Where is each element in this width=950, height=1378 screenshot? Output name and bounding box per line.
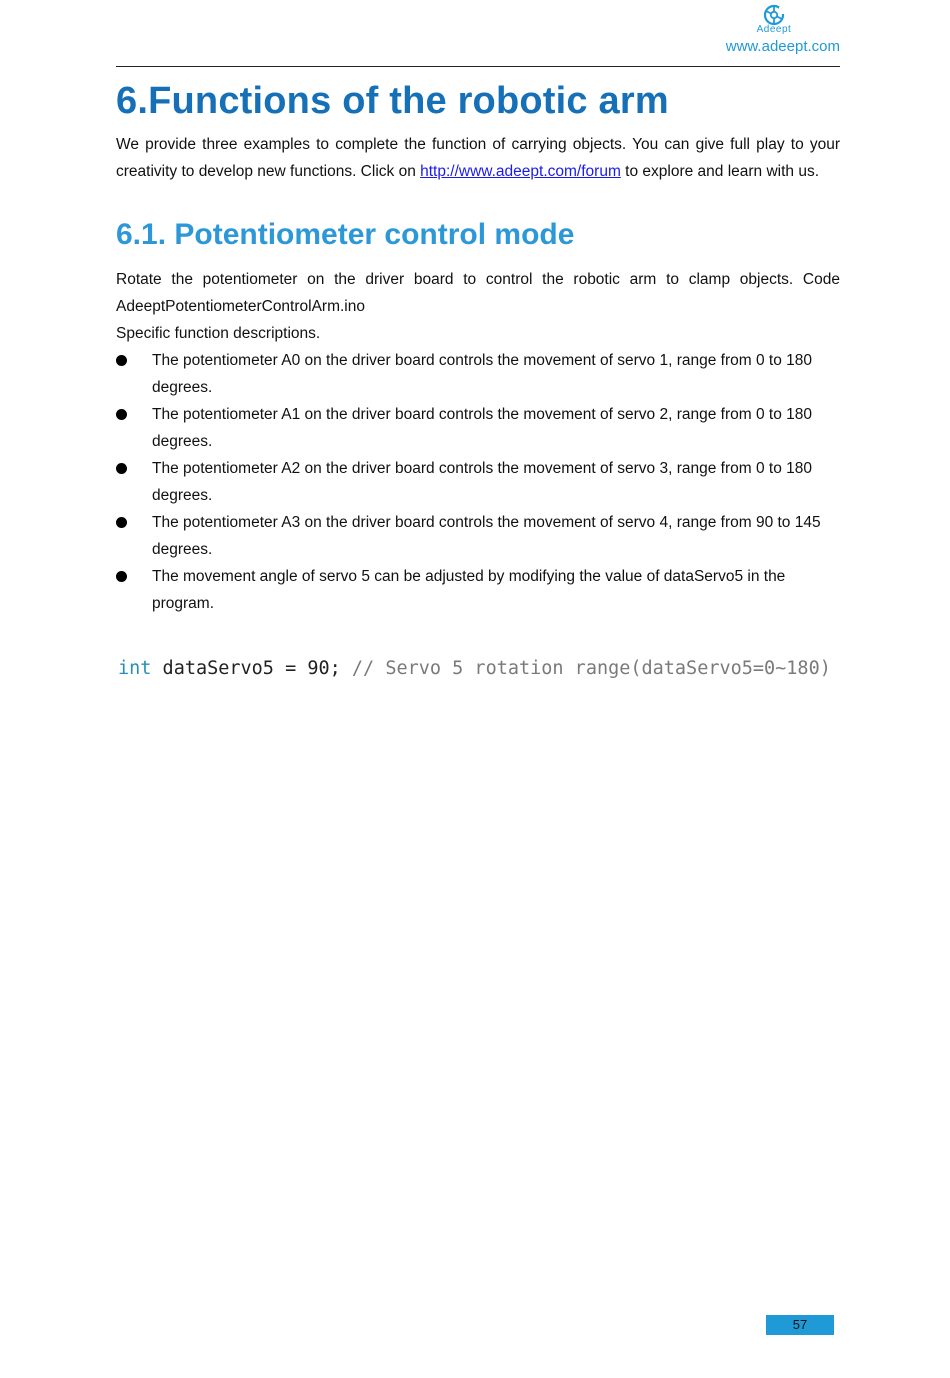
bullet-icon bbox=[116, 571, 127, 582]
intro-paragraph bbox=[116, 131, 840, 185]
adeept-logo bbox=[754, 4, 794, 35]
intro-text-after: to explore and learn with us. bbox=[620, 163, 820, 180]
specific-descriptions-label: Specific function descriptions. bbox=[116, 325, 321, 342]
list-item-text: The movement angle of servo 5 can be adjusted by modifying the value of dataServo5 in the program. bbox=[152, 568, 786, 612]
list-item bbox=[116, 509, 840, 563]
list-item bbox=[116, 401, 840, 455]
forum-link[interactable]: http://www.adeept.com/forum bbox=[420, 163, 621, 180]
bullet-icon bbox=[116, 463, 127, 474]
subsection-title: 6.1. Potentiometer control mode bbox=[116, 218, 575, 251]
logo-text: Adeept bbox=[756, 24, 792, 35]
function-bullet-list bbox=[116, 347, 840, 617]
list-item bbox=[116, 563, 840, 617]
list-item bbox=[116, 455, 840, 509]
bullet-icon bbox=[116, 517, 127, 528]
code-keyword: int bbox=[118, 658, 152, 679]
list-item bbox=[116, 347, 840, 401]
page-number: 57 bbox=[766, 1315, 834, 1335]
code-statement: dataServo5 = 90; bbox=[151, 658, 341, 679]
list-item-text: The potentiometer A3 on the driver board controls the movement of servo 4, range from 90 to 145 degrees. bbox=[152, 514, 821, 558]
list-item-text: The potentiometer A2 on the driver board controls the movement of servo 3, range from 0 to 180 degrees. bbox=[152, 460, 812, 504]
bullet-icon bbox=[116, 355, 127, 366]
bullet-icon bbox=[116, 409, 127, 420]
site-url-link[interactable]: www.adeept.com bbox=[725, 38, 840, 55]
section-title: 6.Functions of the robotic arm bbox=[116, 80, 669, 122]
list-item-text: The potentiometer A0 on the driver board controls the movement of servo 1, range from 0 to 180 degrees. bbox=[152, 352, 812, 396]
list-item-text: The potentiometer A1 on the driver board controls the movement of servo 2, range from 0 to 180 degrees. bbox=[152, 406, 812, 450]
code-comment: // Servo 5 rotation range(dataServo5=0~180) bbox=[340, 658, 831, 679]
code-snippet bbox=[118, 658, 831, 679]
adeept-logo-icon bbox=[763, 4, 785, 26]
rotate-paragraph: Rotate the potentiometer on the driver board to control the robotic arm to clamp objects. Code AdeeptPotentiometerControlArm.ino bbox=[116, 271, 840, 315]
page-header bbox=[116, 0, 840, 67]
intro-text-before: We provide three examples to complete the function of carrying objects. You can give full play to your creativity to develop new functions. Click on bbox=[116, 136, 840, 180]
